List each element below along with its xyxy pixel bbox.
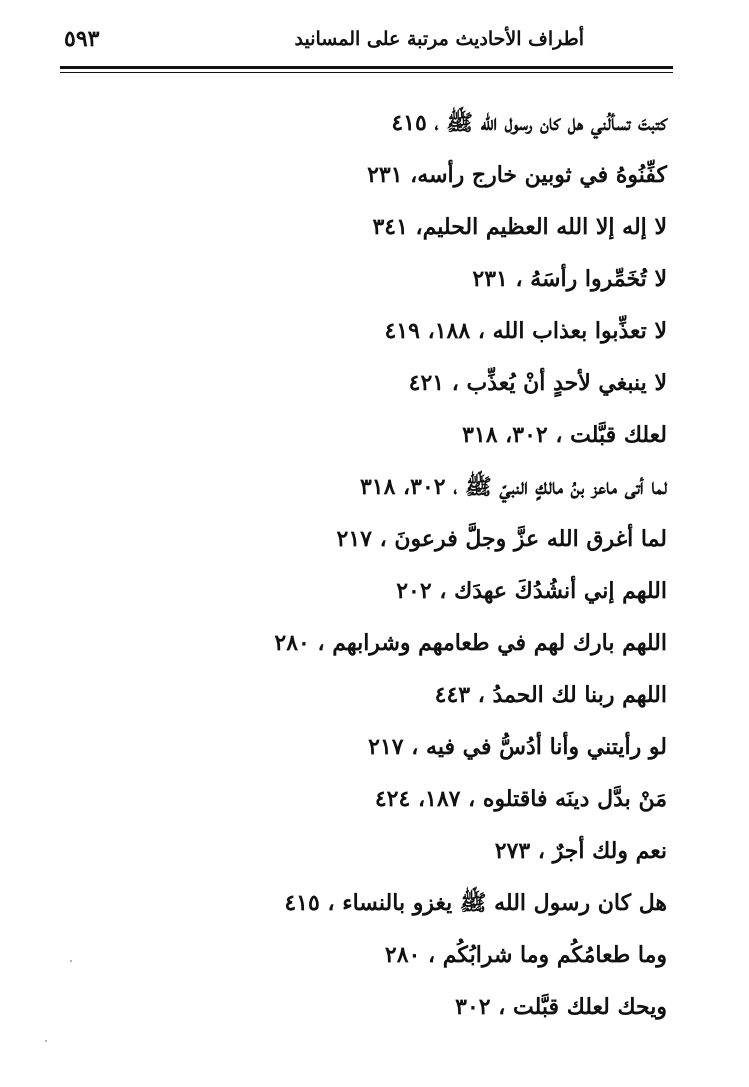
index-entry: كفِّنُوهُ في ثوبين خارج رأسه، ٢٣١ bbox=[367, 162, 667, 188]
index-entry: لا ينبغي لأحدٍ أنْ يُعذِّب ، ٤٢١ bbox=[408, 370, 667, 396]
hadith-index-list bbox=[67, 97, 667, 1033]
running-title: أطراف الأحاديث مرتبة على المسانيد bbox=[294, 28, 584, 50]
index-entry: اللهم ربنا لك الحمدُ ، ٤٤٣ bbox=[434, 682, 667, 708]
index-entry: كتبتَ تسألُني هل كان رسول الله ﷺ ، ٤١٥ bbox=[391, 110, 667, 136]
index-entry: لعلك قبَّلت ، ٣٠٢، ٣١٨ bbox=[462, 422, 667, 448]
scan-speck bbox=[70, 960, 72, 962]
index-entry: ويحك لعلك قبَّلت ، ٣٠٢ bbox=[455, 994, 667, 1020]
page-number: ٥٩٣ bbox=[64, 26, 100, 52]
header-rule-thick bbox=[60, 66, 673, 69]
scan-speck bbox=[45, 1040, 47, 1042]
index-entry: اللهم إني أنشُدُكَ عهدَك ، ٢٠٢ bbox=[396, 578, 667, 604]
header-rule-thin bbox=[60, 72, 673, 73]
index-entry: لا تُخَمِّروا رأسَهُ ، ٢٣١ bbox=[472, 266, 667, 292]
index-entry: وما طعامُكُم وما شرابُكُم ، ٢٨٠ bbox=[384, 942, 667, 968]
index-entry: لا إله إلا الله العظيم الحليم، ٣٤١ bbox=[372, 214, 667, 240]
index-entry: لما أتى ماعز بنُ مالكٍ النبيّ ﷺ ، ٣٠٢، ٣١٨ bbox=[359, 474, 667, 500]
index-entry: هل كان رسول الله ﷺ يغزو بالنساء ، ٤١٥ bbox=[284, 890, 667, 916]
index-entry: لما أغرق الله عزَّ وجلَّ فرعونَ ، ٢١٧ bbox=[336, 526, 667, 552]
index-entry: اللهم بارك لهم في طعامهم وشرابهم ، ٢٨٠ bbox=[274, 630, 667, 656]
index-entry: نعم ولك أجرٌ ، ٢٧٣ bbox=[494, 838, 667, 864]
index-entry: لا تعذِّبوا بعذاب الله ، ١٨٨، ٤١٩ bbox=[384, 318, 667, 344]
index-entry: مَنْ بدَّل دينَه فاقتلوه ، ١٨٧، ٤٢٤ bbox=[374, 786, 667, 812]
index-entry: لو رأيتني وأنا أدُسُّ في فيه ، ٢١٧ bbox=[368, 734, 667, 760]
